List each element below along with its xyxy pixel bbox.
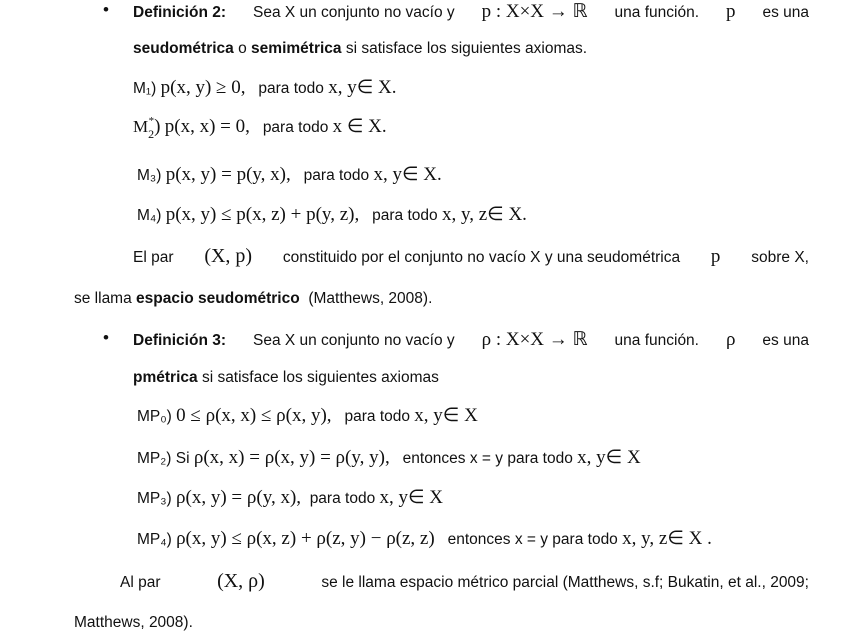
def2-lead: Sea X un conjunto no vacío y [252, 4, 455, 21]
def2-line2-or: o [238, 40, 247, 57]
pair-description: se le llama espacio métrico parcial (Matthews, s.f; Bukatin, et al., 2009; [321, 574, 809, 591]
axiom-mp3 [137, 486, 443, 509]
def3-pair-line [120, 570, 809, 593]
def3-title: Definición 3: [133, 332, 227, 349]
axiom-mp4 [137, 527, 712, 550]
axiom-condition: para todo [372, 207, 438, 224]
def3-symbol: ρ [725, 329, 736, 350]
def3-tail: es una [762, 332, 809, 349]
def3-lead: Sea X un conjunto no vacío y [252, 332, 455, 349]
axiom-pre: Si [175, 450, 190, 467]
axiom-m4 [137, 203, 527, 226]
axiom-m1 [133, 76, 396, 99]
axiom-label-letter: M [133, 117, 149, 136]
def3-line2-rest: si satisface los siguientes axiomas [201, 369, 439, 386]
axiom-formula: ρ(x, y) = ρ(y, x), [176, 487, 302, 508]
def2-line2-rest: si satisface los siguientes axiomas. [345, 40, 588, 57]
def2-map-formula: p : X×X → ℝ [481, 1, 588, 22]
def3-line1 [133, 328, 809, 351]
axiom-label-close: ) [154, 116, 161, 137]
def2-line1 [133, 0, 809, 23]
def2-pair-line [133, 245, 809, 268]
def2-line2 [133, 40, 587, 58]
axiom-vars: x, y∈ X [577, 447, 641, 468]
axiom-vars: x, y∈ X [414, 405, 478, 426]
pair-tail: sobre X, [751, 249, 809, 266]
term-espacio-seudometrico: espacio seudométrico [136, 290, 300, 307]
axiom-vars: x, y∈ X. [373, 164, 442, 185]
pair-formula: (X, ρ) [217, 570, 265, 592]
axiom-label-sup: * [148, 114, 155, 127]
axiom-vars: x, y, z∈ X. [441, 204, 527, 225]
axiom-vars: x, y, z∈ X . [622, 528, 712, 549]
def2-title: Definición 2: [133, 4, 227, 21]
axiom-condition: entonces x = y para todo [447, 531, 618, 548]
term-seudometrica: seudométrica [133, 40, 234, 57]
axiom-condition: para todo [344, 408, 410, 425]
axiom-formula: 0 ≤ ρ(x, x) ≤ ρ(x, y), [176, 405, 332, 426]
axiom-formula: p(x, y) ≤ p(x, z) + p(y, z), [165, 204, 360, 225]
axiom-vars: x ∈ X. [332, 116, 387, 137]
axiom-label: MP₄) [137, 531, 172, 548]
pair-formula: (X, p) [204, 245, 253, 267]
axiom-formula: p(x, y) ≥ 0, [160, 77, 246, 98]
citation: Matthews, 2008). [74, 614, 193, 631]
pair-symbol: p [710, 246, 721, 267]
axiom-mp2 [137, 446, 641, 469]
term-semimetrica: semimétrica [251, 40, 342, 57]
def2-tail: es una [762, 4, 809, 21]
def2-pair-line2 [74, 290, 432, 308]
def3-map-formula: ρ : X×X → ℝ [481, 329, 588, 350]
axiom-vars: x, y∈ X [379, 487, 444, 508]
axiom-condition: para todo [258, 80, 324, 97]
axiom-condition: para todo [262, 119, 329, 136]
axiom-label: MP₀) [137, 408, 172, 425]
axiom-label: MP₂) [137, 450, 172, 467]
pair-description: constituido por el conjunto no vacío X y una seudométrica [282, 249, 681, 266]
def2-symbol: p [725, 1, 736, 22]
def2-mid: una función. [614, 4, 700, 21]
axiom-label: M₄) [137, 207, 162, 224]
axiom-label-sub: 2 [148, 126, 155, 141]
pair-intro: Al par [120, 574, 161, 591]
citation: (Matthews, 2008). [308, 290, 433, 307]
axiom-m2-star [133, 115, 387, 139]
bullet-def3: • [103, 328, 109, 347]
def3-mid: una función. [614, 332, 699, 349]
axiom-condition: para todo [309, 490, 376, 507]
axiom-label: M₃) [137, 167, 162, 184]
axiom-label: M₁) [133, 80, 157, 97]
axiom-formula: p(x, x) = 0, [164, 116, 250, 137]
axiom-formula: ρ(x, x) = ρ(x, y) = ρ(y, y), [193, 447, 390, 468]
pair2-a: se llama [74, 290, 132, 307]
pair-intro: El par [133, 249, 174, 266]
axiom-condition: entonces x = y para todo [402, 450, 573, 467]
axiom-mp0 [137, 404, 478, 427]
axiom-formula: p(x, y) = p(y, x), [165, 164, 291, 185]
axiom-formula: ρ(x, y) ≤ ρ(x, z) + ρ(z, y) − ρ(z, z) [176, 528, 435, 549]
bullet-def2: • [103, 0, 109, 19]
def3-pair-line2 [74, 614, 193, 632]
axiom-label: MP₃) [137, 490, 172, 507]
def3-line2 [133, 369, 439, 387]
term-pmetrica: pmétrica [133, 369, 198, 386]
axiom-m3 [137, 163, 442, 186]
axiom-vars: x, y∈ X. [328, 77, 397, 98]
axiom-condition: para todo [303, 167, 370, 184]
